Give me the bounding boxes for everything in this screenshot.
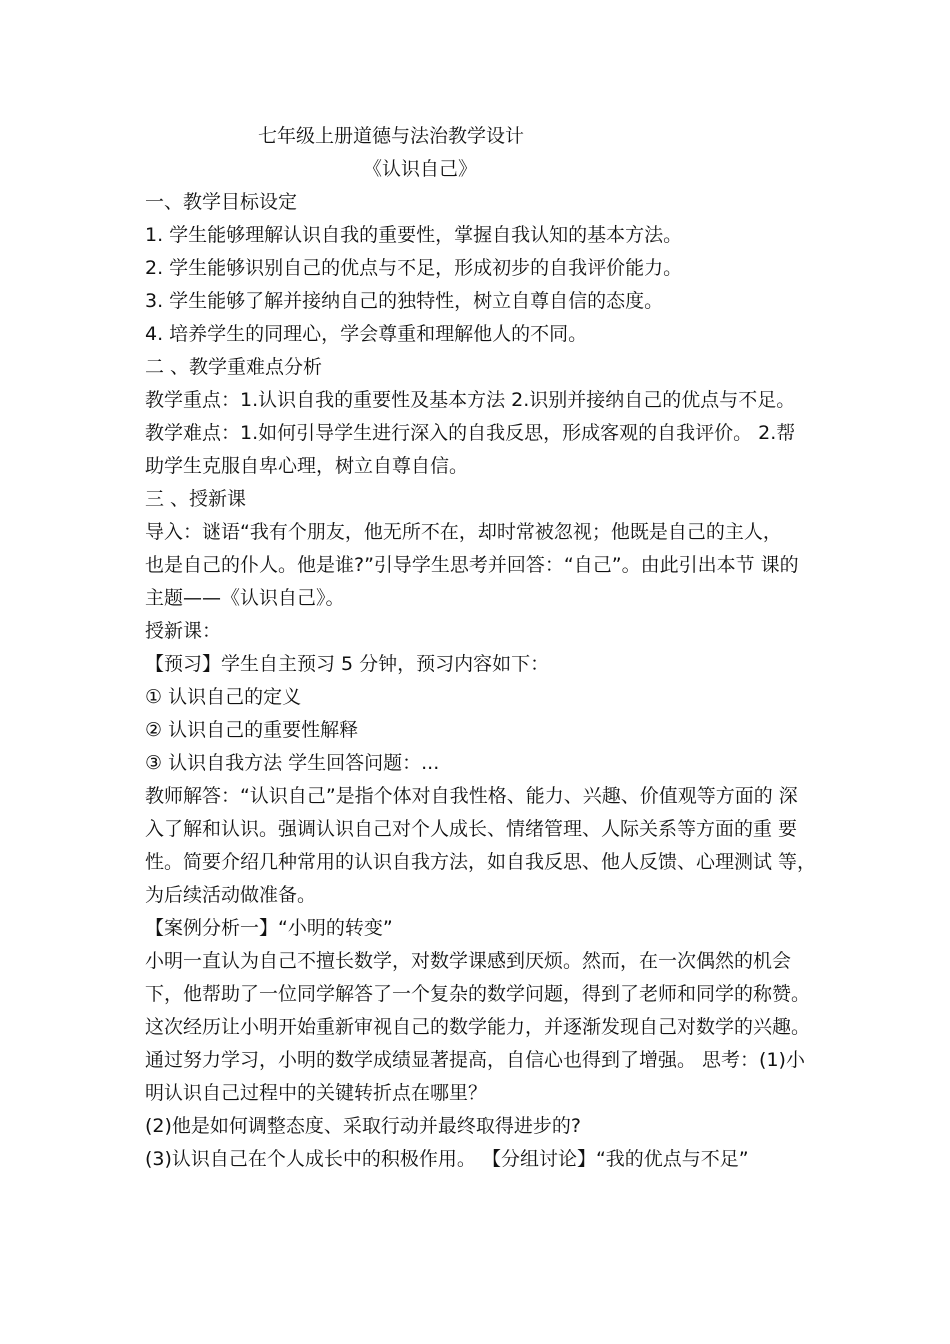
paragraph-line: 2. 学生能够识别自己的优点与不足，形成初步的自我评价能力。	[145, 257, 683, 279]
paragraph-line: 通过努力学习，小明的数学成绩显著提高，自信心也得到了增强。 思考：(1)小	[145, 1049, 805, 1071]
paragraph-line: 性。简要介绍几种常用的认识自我方法，如自我反思、他人反馈、心理测试 等，	[145, 851, 817, 873]
section-heading: 三 、授新课	[145, 488, 247, 510]
paragraph-line: 1. 学生能够理解认识自我的重要性，掌握自我认知的基本方法。	[145, 224, 683, 246]
paragraph-line: 为后续活动做准备。	[145, 884, 317, 906]
paragraph-line: 【预习】学生自主预习 5 分钟，预习内容如下：	[145, 653, 550, 675]
paragraph-line: (3)认识自己在个人成长中的积极作用。 【分组讨论】“我的优点与不足”	[145, 1148, 749, 1170]
paragraph-line: 下，他帮助了一位同学解答了一个复杂的数学问题，得到了老师和同学的称赞。	[145, 983, 811, 1005]
paragraph-line: 主题——《认识自己》。	[145, 587, 345, 609]
paragraph-line: 3. 学生能够了解并接纳自己的独特性，树立自尊自信的态度。	[145, 290, 664, 312]
paragraph-line: 4. 培养学生的同理心，学会尊重和理解他人的不同。	[145, 323, 588, 345]
paragraph-line: 入了解和认识。强调认识自己对个人成长、情绪管理、人际关系等方面的重 要	[145, 818, 798, 840]
paragraph-line: 明认识自己过程中的关键转折点在哪里？	[145, 1082, 488, 1104]
paragraph-line: 导入：谜语“我有个朋友，他无所不在，却时常被忽视；他既是自己的主人，	[145, 521, 782, 543]
section-heading: 一、教学目标设定	[145, 191, 298, 213]
paragraph-line: 教学重点：1.认识自我的重要性及基本方法 2.识别并接纳自己的优点与不足。	[145, 389, 796, 411]
paragraph-line: 这次经历让小明开始重新审视自己的数学能力，并逐渐发现自己对数学的兴趣。	[145, 1016, 811, 1038]
paragraph-line: 教学难点：1.如何引导学生进行深入的自我反思，形成客观的自我评价。 2.帮	[145, 422, 796, 444]
paragraph-line: 助学生克服自卑心理，树立自尊自信。	[145, 455, 469, 477]
list-item: ② 认识自己的重要性解释	[145, 719, 359, 741]
document-subtitle: 《认识自己》	[363, 158, 478, 180]
paragraph-line: 授新课：	[145, 620, 222, 642]
paragraph-line: 也是自己的仆人。他是谁?”引导学生思考并回答：“自己”。由此引出本节 课的	[145, 554, 799, 576]
paragraph-line: (2)他是如何调整态度、采取行动并最终取得进步的?	[145, 1115, 581, 1137]
paragraph-line: 小明一直认为自己不擅长数学，对数学课感到厌烦。然而，在一次偶然的机会	[145, 950, 792, 972]
paragraph-line: 【案例分析一】“小明的转变”	[145, 917, 393, 939]
list-item: ① 认识自己的定义	[145, 686, 302, 708]
list-item: ③ 认识自我方法 学生回答问题：...	[145, 752, 440, 774]
section-heading: 二 、教学重难点分析	[145, 356, 323, 378]
document-title: 七年级上册道德与法治教学设计	[258, 125, 525, 147]
paragraph-line: 教师解答：“认识自己”是指个体对自我性格、能力、兴趣、价值观等方面的 深	[145, 785, 798, 807]
